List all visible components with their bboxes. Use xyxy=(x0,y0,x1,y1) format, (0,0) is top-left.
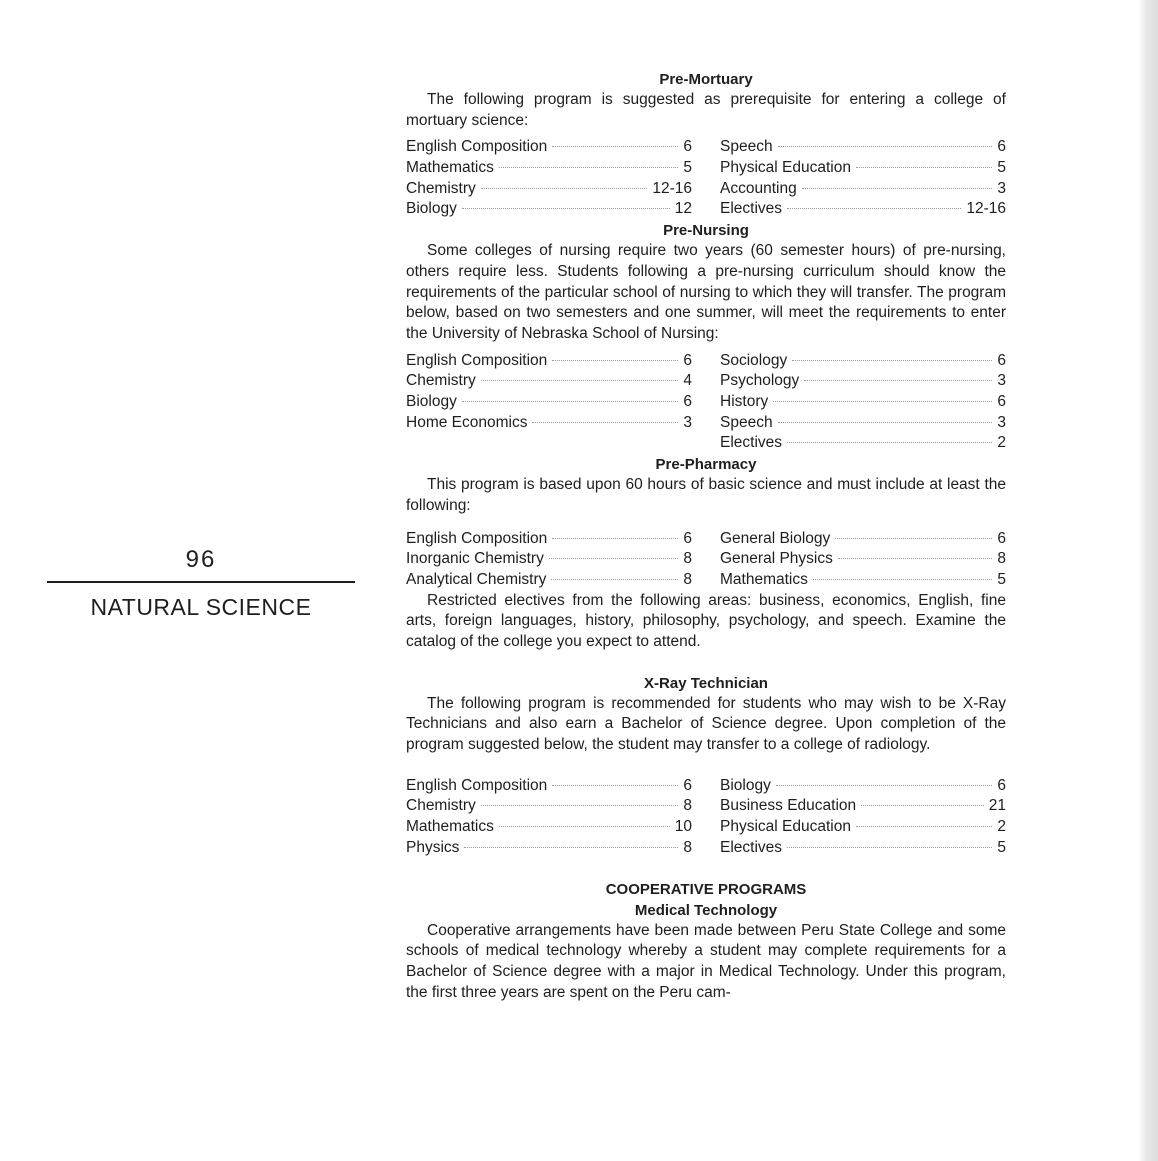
course-name: Biology xyxy=(406,200,457,218)
section-intro: This program is based upon 60 hours of basic science and must include at least the following: xyxy=(406,476,1006,514)
course-hours: 5 xyxy=(683,159,692,177)
course-name: General Biology xyxy=(720,529,831,547)
section-label: NATURAL SCIENCE xyxy=(90,594,312,620)
course-column-right xyxy=(720,529,1006,591)
course-row xyxy=(720,570,1006,591)
section-note: Restricted electives from the following areas: business, economics, English, fine arts, foreign languages, history, philosophy, psychology, and speech. Examine the catalog of the college you expect to attend. xyxy=(406,591,1006,650)
course-row xyxy=(720,549,1006,570)
course-row xyxy=(406,776,692,797)
course-name: Inorganic Chemistry xyxy=(406,550,544,568)
course-row xyxy=(406,838,692,859)
course-name: Sociology xyxy=(720,351,788,369)
course-name: Electives xyxy=(720,434,783,452)
course-row xyxy=(720,137,1006,158)
pre-pharmacy-section xyxy=(406,454,1006,653)
course-column-left xyxy=(406,529,692,591)
course-name: Physics xyxy=(406,838,460,856)
course-name: Mathematics xyxy=(406,159,494,177)
course-name: Mathematics xyxy=(406,818,494,836)
course-hours: 6 xyxy=(683,351,692,369)
course-hours: 5 xyxy=(997,570,1006,588)
course-row xyxy=(720,838,1006,859)
course-name: Home Economics xyxy=(406,413,528,431)
course-hours: 6 xyxy=(997,776,1006,794)
course-hours: 3 xyxy=(997,179,1006,197)
course-hours: 6 xyxy=(997,351,1006,369)
course-name: History xyxy=(720,393,769,411)
course-list xyxy=(406,529,1006,591)
sidebar-rule xyxy=(47,581,355,583)
course-row xyxy=(720,776,1006,797)
course-hours: 10 xyxy=(674,818,692,836)
course-row xyxy=(406,549,692,570)
course-row xyxy=(406,529,692,550)
section-heading: Pre-Nursing xyxy=(663,222,749,240)
course-name: Accounting xyxy=(720,179,797,197)
course-name: Electives xyxy=(720,838,783,856)
course-column-right xyxy=(720,776,1006,859)
course-name: Chemistry xyxy=(406,179,476,197)
course-hours: 12 xyxy=(674,200,692,218)
course-row xyxy=(406,570,692,591)
course-row xyxy=(406,351,692,372)
course-row xyxy=(720,392,1006,413)
course-hours: 3 xyxy=(997,372,1006,390)
course-hours: 12-16 xyxy=(966,200,1006,218)
course-name: Psychology xyxy=(720,372,800,390)
course-hours: 8 xyxy=(683,838,692,856)
course-name: Physical Education xyxy=(720,159,851,177)
course-hours: 6 xyxy=(683,138,692,156)
section-subheading: Medical Technology xyxy=(634,901,778,919)
course-name: Speech xyxy=(720,413,773,431)
course-row xyxy=(720,433,1006,454)
course-row xyxy=(720,817,1006,838)
course-name: Business Education xyxy=(720,797,857,815)
page-edge-shadow xyxy=(1138,0,1158,1161)
course-row xyxy=(406,371,692,392)
course-hours: 6 xyxy=(997,393,1006,411)
course-name: Electives xyxy=(720,200,783,218)
course-hours: 4 xyxy=(683,372,692,390)
course-hours: 8 xyxy=(683,570,692,588)
course-hours: 21 xyxy=(988,797,1006,815)
course-row xyxy=(720,179,1006,200)
section-heading: Pre-Pharmacy xyxy=(655,456,757,474)
course-hours: 3 xyxy=(997,413,1006,431)
course-hours: 6 xyxy=(683,393,692,411)
xray-technician-section xyxy=(406,673,1006,859)
course-name: Biology xyxy=(406,393,457,411)
course-hours: 5 xyxy=(997,838,1006,856)
course-name: Biology xyxy=(720,776,771,794)
course-row xyxy=(406,796,692,817)
section-intro: Cooperative arrangements have been made between Peru State College and some schools of medical technology whereby a student may complete requirements for a Bachelor of Science degree with a major in Medical Technology. Under this program, the first three years are spent on the Peru cam- xyxy=(406,921,1006,1001)
course-list xyxy=(406,351,1006,454)
course-column-left xyxy=(406,137,692,220)
page-number: 96 xyxy=(185,546,217,573)
course-row xyxy=(406,817,692,838)
course-name: Chemistry xyxy=(406,372,476,390)
course-row xyxy=(406,179,692,200)
course-hours: 6 xyxy=(997,138,1006,156)
course-name: General Physics xyxy=(720,550,833,568)
course-row xyxy=(720,158,1006,179)
course-column-left xyxy=(406,776,692,859)
course-hours: 12-16 xyxy=(652,179,692,197)
section-intro: The following program is suggested as prerequisite for entering a college of mortuary science: xyxy=(406,91,1006,129)
section-heading: COOPERATIVE PROGRAMS xyxy=(605,880,807,898)
course-column-right xyxy=(720,351,1006,454)
course-column-right xyxy=(720,137,1006,220)
course-name: English Composition xyxy=(406,138,548,156)
course-name: Chemistry xyxy=(406,797,476,815)
course-column-left xyxy=(406,351,692,454)
course-row xyxy=(406,158,692,179)
course-hours: 8 xyxy=(997,550,1006,568)
section-heading: X-Ray Technician xyxy=(644,674,768,692)
course-list xyxy=(406,776,1006,859)
course-hours: 5 xyxy=(997,159,1006,177)
course-name: Mathematics xyxy=(720,570,808,588)
course-name: Speech xyxy=(720,138,773,156)
course-row xyxy=(720,351,1006,372)
cooperative-programs-section xyxy=(406,879,1006,1004)
course-hours: 6 xyxy=(683,529,692,547)
section-heading: Pre-Mortuary xyxy=(659,71,753,88)
main-column xyxy=(406,69,1006,1003)
pre-nursing-section xyxy=(406,220,1006,454)
course-name: English Composition xyxy=(406,529,548,547)
course-hours: 8 xyxy=(683,797,692,815)
course-name: English Composition xyxy=(406,776,548,794)
course-row xyxy=(720,199,1006,220)
pre-mortuary-section xyxy=(406,69,1006,220)
course-row xyxy=(406,199,692,220)
course-hours: 3 xyxy=(683,413,692,431)
course-hours: 6 xyxy=(683,776,692,794)
course-name: Analytical Chemistry xyxy=(406,570,547,588)
course-name: Physical Education xyxy=(720,818,851,836)
course-name: English Composition xyxy=(406,351,548,369)
course-row xyxy=(720,529,1006,550)
course-hours: 8 xyxy=(683,550,692,568)
section-intro: The following program is recommended for students who may wish to be X-Ray Technicians and also earn a Bachelor of Science degree. Upon completion of the program suggested below, the student may transfer to a college of radiology. xyxy=(406,694,1006,754)
course-row xyxy=(406,413,692,434)
course-hours: 2 xyxy=(997,434,1006,452)
section-intro: Some colleges of nursing require two years (60 semester hours) of pre-nursing, others require less. Students following a pre-nursing curriculum should know the requirements of the particular school of nursing to which they will transfer. The program below, based on two semesters and one summer, will meet the requirements to enter the University of Nebraska School of Nursing: xyxy=(406,242,1006,342)
course-hours: 6 xyxy=(997,529,1006,547)
course-hours: 2 xyxy=(997,818,1006,836)
course-row xyxy=(720,413,1006,434)
course-row xyxy=(406,137,692,158)
course-row xyxy=(720,796,1006,817)
course-row xyxy=(720,371,1006,392)
course-list xyxy=(406,137,1006,220)
course-row xyxy=(406,392,692,413)
